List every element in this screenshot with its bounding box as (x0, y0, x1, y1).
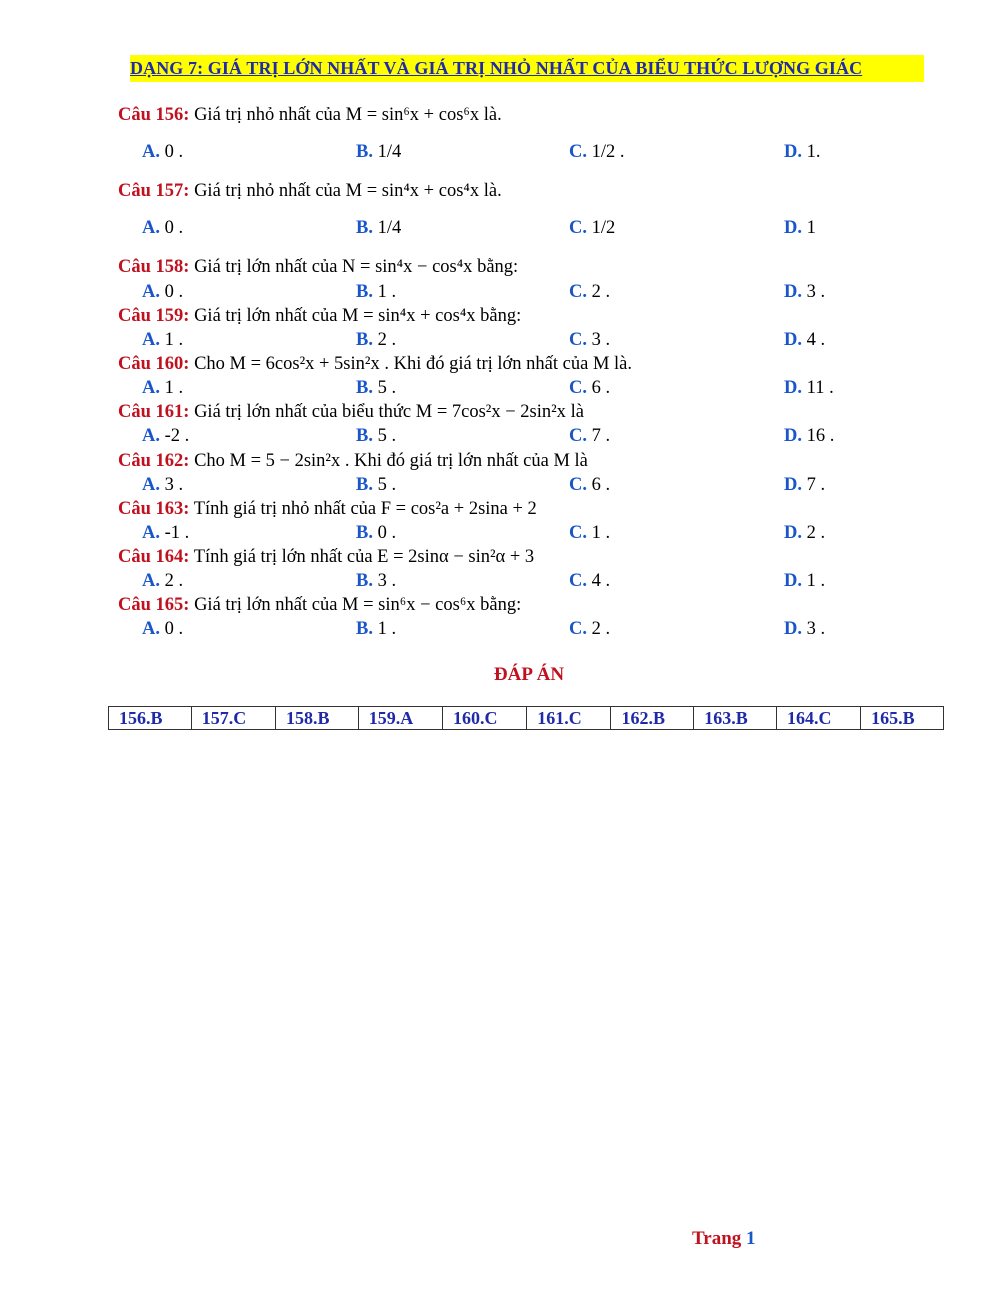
answer-cell: 163.B (694, 707, 777, 730)
page-footer (692, 1228, 756, 1250)
option-a: A. -1 . (142, 523, 190, 543)
option-c: C. 4 . (569, 571, 611, 591)
question-165 (118, 594, 521, 616)
question-text: Giá trị nhỏ nhất của (194, 105, 341, 125)
question-text-after: bằng: (480, 595, 522, 615)
option-b: B. 3 . (356, 571, 397, 591)
option-d: D. 7 . (784, 475, 826, 495)
question-number: Câu 164: (118, 547, 190, 567)
option-a: A. 2 . (142, 571, 184, 591)
question-text-after: bằng: (480, 306, 522, 326)
question-number: Câu 158: (118, 257, 190, 277)
question-162 (118, 450, 588, 472)
option-b: B. 1 . (356, 619, 397, 639)
option-c: C. 1/2 (569, 218, 616, 238)
question-formula: M = sin⁶x − cos⁶x (342, 595, 476, 615)
option-d: D. 2 . (784, 523, 826, 543)
answer-cell: 161.C (527, 707, 611, 730)
option-a: A. 1 . (142, 378, 184, 398)
option-d: D. 3 . (784, 282, 826, 302)
question-text-after: . Khi đó giá trị lớn nhất của M là. (384, 354, 632, 374)
question-text: Giá trị lớn nhất của biểu thức (194, 402, 412, 422)
question-formula: M = 5 − 2sin²x (229, 451, 341, 471)
answer-cell: 157.C (191, 707, 275, 730)
question-formula: M = 6cos²x + 5sin²x (229, 354, 380, 374)
option-a: A. 0 . (142, 282, 184, 302)
option-c: C. 2 . (569, 282, 611, 302)
option-a: A. 1 . (142, 330, 184, 350)
option-c: C. 1/2 . (569, 142, 625, 162)
question-formula: M = sin⁶x + cos⁶x (345, 105, 480, 125)
question-158 (118, 256, 518, 278)
answers-heading: ĐÁP ÁN (493, 664, 565, 685)
question-text: Giá trị lớn nhất của (194, 306, 338, 326)
question-number: Câu 162: (118, 451, 190, 471)
option-a: A. 0 . (142, 142, 184, 162)
question-157 (118, 180, 502, 202)
option-b: B. 1/4 (356, 218, 402, 238)
option-b: B. 2 . (356, 330, 397, 350)
option-c: C. 3 . (569, 330, 611, 350)
option-d: D. 4 . (784, 330, 826, 350)
question-text-after: là. (483, 181, 502, 201)
option-d: D. 3 . (784, 619, 826, 639)
question-164 (118, 546, 534, 568)
question-formula: M = sin⁴x + cos⁴x (345, 181, 480, 201)
question-number: Câu 159: (118, 306, 190, 326)
question-formula: F = cos²a + 2sina + 2 (380, 499, 537, 519)
option-c: C. 6 . (569, 475, 611, 495)
question-163 (118, 498, 537, 520)
page-number: 1 (746, 1228, 756, 1249)
question-number: Câu 165: (118, 595, 190, 615)
question-number: Câu 163: (118, 499, 190, 519)
question-text-after: là (570, 402, 584, 422)
question-160 (118, 353, 632, 375)
answer-table (108, 706, 944, 730)
question-text: Giá trị lớn nhất của (194, 257, 338, 277)
option-b: B. 5 . (356, 378, 397, 398)
question-number: Câu 160: (118, 354, 190, 374)
question-text: Tính giá trị nhỏ nhất của (193, 499, 377, 519)
question-text: Giá trị lớn nhất của (194, 595, 338, 615)
option-b: B. 1/4 (356, 142, 402, 162)
option-a: A. -2 . (142, 426, 190, 446)
answer-cell: 159.A (358, 707, 442, 730)
option-b: B. 0 . (356, 523, 397, 543)
question-text: Tính giá trị lớn nhất của (193, 547, 373, 567)
page-label: Trang (692, 1228, 742, 1249)
answer-cell: 158.B (275, 707, 358, 730)
option-b: B. 5 . (356, 475, 397, 495)
question-formula: M = sin⁴x + cos⁴x (342, 306, 476, 326)
option-c: C. 7 . (569, 426, 611, 446)
question-text: Cho (194, 354, 225, 374)
answer-cell: 162.B (611, 707, 694, 730)
option-c: C. 6 . (569, 378, 611, 398)
question-number: Câu 156: (118, 105, 190, 125)
option-d: D. 1 . (784, 571, 826, 591)
option-c: C. 1 . (569, 523, 611, 543)
answer-row (109, 707, 944, 730)
question-formula: E = 2sinα − sin²α + 3 (377, 547, 535, 567)
option-a: A. 0 . (142, 218, 184, 238)
option-c: C. 2 . (569, 619, 611, 639)
section-title: DẠNG 7: GIÁ TRỊ LỚN NHẤT VÀ GIÁ TRỊ NHỎ NHẤT CỦA BIỂU THỨC LƯỢNG GIÁC (130, 55, 924, 82)
answer-cell: 165.B (861, 707, 944, 730)
question-text-after: bằng: (477, 257, 519, 277)
option-b: B. 5 . (356, 426, 397, 446)
answer-cell: 160.C (442, 707, 526, 730)
answer-cell: 164.C (776, 707, 860, 730)
question-formula: M = 7cos²x − 2sin²x (415, 402, 566, 422)
question-formula: N = sin⁴x − cos⁴x (342, 257, 473, 277)
question-number: Câu 157: (118, 181, 190, 201)
question-156 (118, 104, 502, 126)
option-a: A. 0 . (142, 619, 184, 639)
option-b: B. 1 . (356, 282, 397, 302)
question-161 (118, 401, 584, 423)
option-d: D. 1 (784, 218, 816, 238)
question-159 (118, 305, 521, 327)
question-text-after: . Khi đó giá trị lớn nhất của M là (344, 451, 588, 471)
answer-cell: 156.B (109, 707, 192, 730)
option-a: A. 3 . (142, 475, 184, 495)
question-text: Cho (194, 451, 225, 471)
question-number: Câu 161: (118, 402, 190, 422)
option-d: D. 1. (784, 142, 821, 162)
option-d: D. 11 . (784, 378, 834, 398)
question-text: Giá trị nhỏ nhất của (194, 181, 341, 201)
option-d: D. 16 . (784, 426, 835, 446)
question-text-after: là. (483, 105, 502, 125)
